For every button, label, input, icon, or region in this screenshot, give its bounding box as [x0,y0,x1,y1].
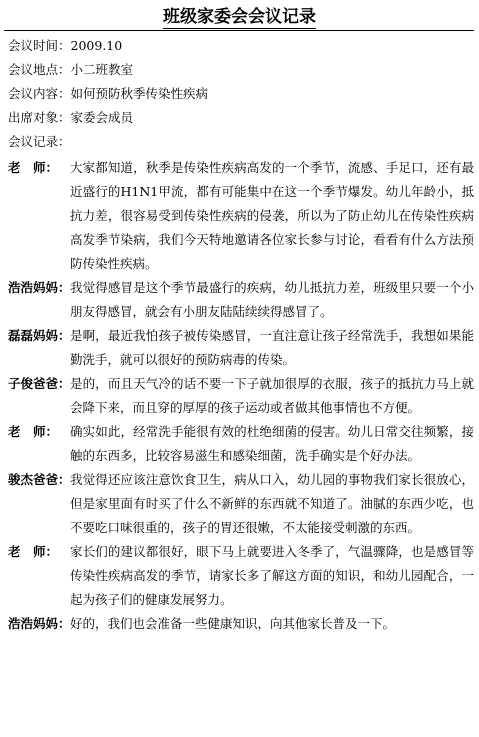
speaker-name: 磊磊妈妈： [8,328,71,343]
meta-value: 小二班教室 [70,62,134,77]
meta-row-content [8,82,473,106]
speaker-name: 子俊爸爸： [8,376,71,391]
meta-label: 出席对象： [8,110,71,125]
record-entry [8,324,474,372]
meta-row-minutes [8,130,473,154]
title-divider [4,30,474,31]
record-entry [8,540,474,612]
meta-row-attendees [8,106,473,130]
meta-label: 会议时间： [8,38,71,53]
meta-label: 会议内容： [8,86,71,101]
speech-text: 家长们的建议都很好，眼下马上就要进入冬季了，气温骤降，也是感冒等传染性疾病高发的季节，请家长多了解这方面的知识，和幼儿园配合，一起为孩子们的健康发展努力。 [70,544,474,607]
meta-value: 2009.10 [70,38,123,53]
speaker-name: 浩浩妈妈： [8,616,71,631]
meta-label: 会议地点： [8,62,71,77]
speech-text: 是的，而且天气冷的话不要一下子就加很厚的衣服，孩子的抵抗力马上就会降下来，而且穿的厚厚的孩子运动或者做其他事情也不方便。 [70,376,474,415]
speech-text: 我觉得还应该注意饮食卫生，病从口入，幼儿园的事物我们家长很放心，但是家里面有时买了什么不新鲜的东西就不知道了。油腻的东西少吃，也不要吃口味很重的，孩子的胃还很嫩，不太能接受刺激的东西。 [70,472,474,535]
meeting-records [8,156,474,636]
speech-text: 是啊，最近我怕孩子被传染感冒，一直注意让孩子经常洗手，我想如果能勤洗手，就可以很好的预防病毒的传染。 [70,328,474,367]
meta-row-time [8,34,473,58]
document-title: 班级家委会会议记录 [163,7,316,27]
meeting-info [8,34,473,154]
speech-text: 大家都知道，秋季是传染性疾病高发的一个季节，流感、手足口，还有最近盛行的H1N1甲流，都有可能集中在这一个季节爆发。幼儿年龄小，抵抗力差，很容易受到传染性疾病的侵袭，所以为了防止幼儿在传染性疾病高发季节染病，我们今天特地邀请各位家长参与讨论，看看有什么方法预防传染性疾病。 [70,160,474,271]
meta-value: 如何预防秋季传染性疾病 [70,86,209,101]
speaker-name: 骏杰爸爸： [8,472,71,487]
speech-text: 确实如此，经常洗手能很有效的杜绝细菌的侵害。幼儿日常交往频繁，接触的东西多，比较容易滋生和感染细菌，洗手确实是个好办法。 [70,424,474,463]
meta-row-location [8,58,473,82]
speech-text: 我觉得感冒是这个季节最盛行的疾病，幼儿抵抗力差，班级里只要一个小朋友得感冒，就会有小朋友陆陆续续得感冒了。 [70,280,474,319]
record-entry [8,276,474,324]
record-entry [8,420,474,468]
record-entry [8,468,474,540]
speaker-name: 老 师： [8,160,59,175]
speech-text: 好的，我们也会准备一些健康知识，向其他家长普及一下。 [70,616,396,631]
record-entry [8,612,474,636]
record-entry [8,156,474,276]
speaker-name: 老 师： [8,544,59,559]
meta-label: 会议记录： [8,134,71,149]
speaker-name: 浩浩妈妈： [8,280,71,295]
record-entry [8,372,474,420]
speaker-name: 老 师： [8,424,59,439]
meta-value: 家委会成员 [70,110,134,125]
